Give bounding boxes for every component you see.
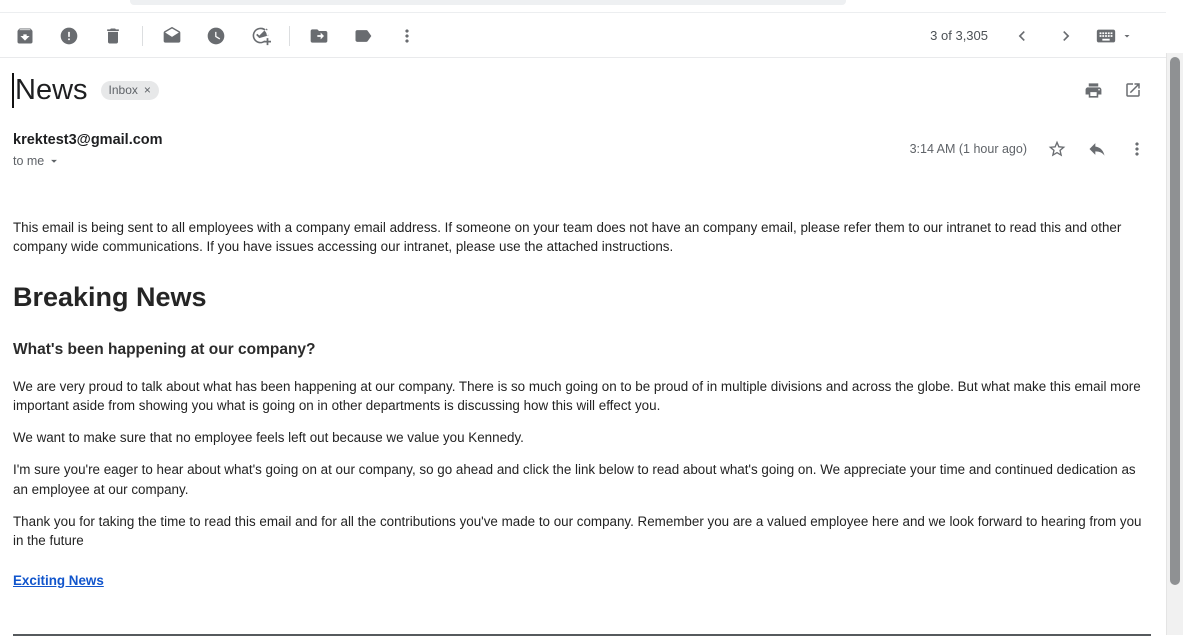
body-paragraph: I'm sure you're eager to hear about what's going on at our company, so go ahead and click the link below to read about what's going on. We appreciate your time and continued dedication as an employee at our company. <box>13 462 1136 497</box>
move-to-button[interactable] <box>297 16 341 56</box>
archive-button[interactable] <box>3 16 47 56</box>
more-icon <box>397 26 417 46</box>
sender-email[interactable]: krektest3@gmail.com <box>13 132 163 148</box>
body-paragraph: We are very proud to talk about what has been happening at our company. There is so much going on to be proud of in multiple divisions and across the globe. But what make this email more important aside from showing you what is going on in other departments is discussing how this will effect you. <box>13 378 1141 413</box>
labels-icon <box>353 26 373 46</box>
print-icon <box>1084 81 1103 100</box>
more-button[interactable] <box>385 16 429 56</box>
email-body <box>13 218 1151 636</box>
chevron-right-icon <box>1056 26 1076 46</box>
body-paragraph: We want to make sure that no employee feels left out because we value you Kennedy. <box>13 430 524 446</box>
remove-label-button[interactable]: × <box>143 82 151 97</box>
move-to-icon <box>309 26 329 46</box>
dropdown-arrow-icon <box>47 154 61 168</box>
snooze-icon <box>206 26 226 46</box>
scrollbar-track[interactable] <box>1166 53 1183 635</box>
mark-unread-icon <box>162 26 182 46</box>
inbox-label-text: Inbox <box>108 82 138 97</box>
more-icon <box>1127 139 1147 159</box>
print-button[interactable] <box>1073 72 1113 108</box>
toolbar-left-group <box>0 16 429 56</box>
toolbar-divider <box>289 26 290 46</box>
toolbar-right-group <box>930 16 1166 56</box>
browser-chrome-remnant <box>0 0 1166 13</box>
body-paragraph: This email is being sent to all employees with a company email address. If someone on your team does not have an company email, please refer them to our intranet to read this and other company wide communications. If you have issues accessing our intranet, please use the attached instructions. <box>13 220 1122 255</box>
inbox-label-chip[interactable] <box>101 81 159 100</box>
delete-icon <box>103 26 123 46</box>
scrollbar-thumb[interactable] <box>1170 57 1180 585</box>
sender-block <box>13 131 163 168</box>
exciting-news-link[interactable]: Exciting News <box>13 572 104 588</box>
snooze-button[interactable] <box>194 16 238 56</box>
email-subject: News <box>15 73 88 106</box>
subject-actions <box>1073 72 1153 108</box>
delete-button[interactable] <box>91 16 135 56</box>
message-meta <box>910 131 1157 167</box>
search-bar-remnant <box>130 0 846 5</box>
toolbar-divider <box>142 26 143 46</box>
star-button[interactable] <box>1037 131 1077 167</box>
star-icon <box>1047 139 1067 159</box>
dropdown-arrow-icon <box>1121 30 1133 42</box>
labels-button[interactable] <box>341 16 385 56</box>
email-toolbar <box>0 14 1166 58</box>
body-heading: Breaking News <box>13 281 207 312</box>
input-tools-button[interactable] <box>1088 16 1140 56</box>
report-spam-icon <box>59 26 79 46</box>
message-header <box>13 131 1157 168</box>
newer-button[interactable] <box>1000 16 1044 56</box>
open-in-new-button[interactable] <box>1113 72 1153 108</box>
reply-icon <box>1087 139 1107 159</box>
body-subheading: What's been happening at our company? <box>13 340 316 358</box>
pagination-count: 3 of 3,305 <box>930 28 988 43</box>
reply-button[interactable] <box>1077 131 1117 167</box>
subject-row <box>12 72 1153 108</box>
add-to-tasks-icon <box>250 25 271 46</box>
recipient-text: to me <box>13 154 45 168</box>
chevron-left-icon <box>1012 26 1032 46</box>
timestamp: 3:14 AM (1 hour ago) <box>909 142 1027 156</box>
keyboard-icon <box>1095 25 1117 47</box>
report-spam-button[interactable] <box>47 16 91 56</box>
message-more-button[interactable] <box>1117 131 1157 167</box>
mark-unread-button[interactable] <box>150 16 194 56</box>
body-paragraph: Thank you for taking the time to read this email and for all the contributions you've made to our company. Remember you are a valued employee here and we look forward to hearing from you in the future <box>13 514 1142 549</box>
show-details-button[interactable] <box>13 154 61 168</box>
add-to-tasks-button[interactable] <box>238 16 282 56</box>
text-cursor <box>12 73 14 108</box>
older-button[interactable] <box>1044 16 1088 56</box>
archive-icon <box>15 26 35 46</box>
open-in-new-icon <box>1124 81 1142 99</box>
